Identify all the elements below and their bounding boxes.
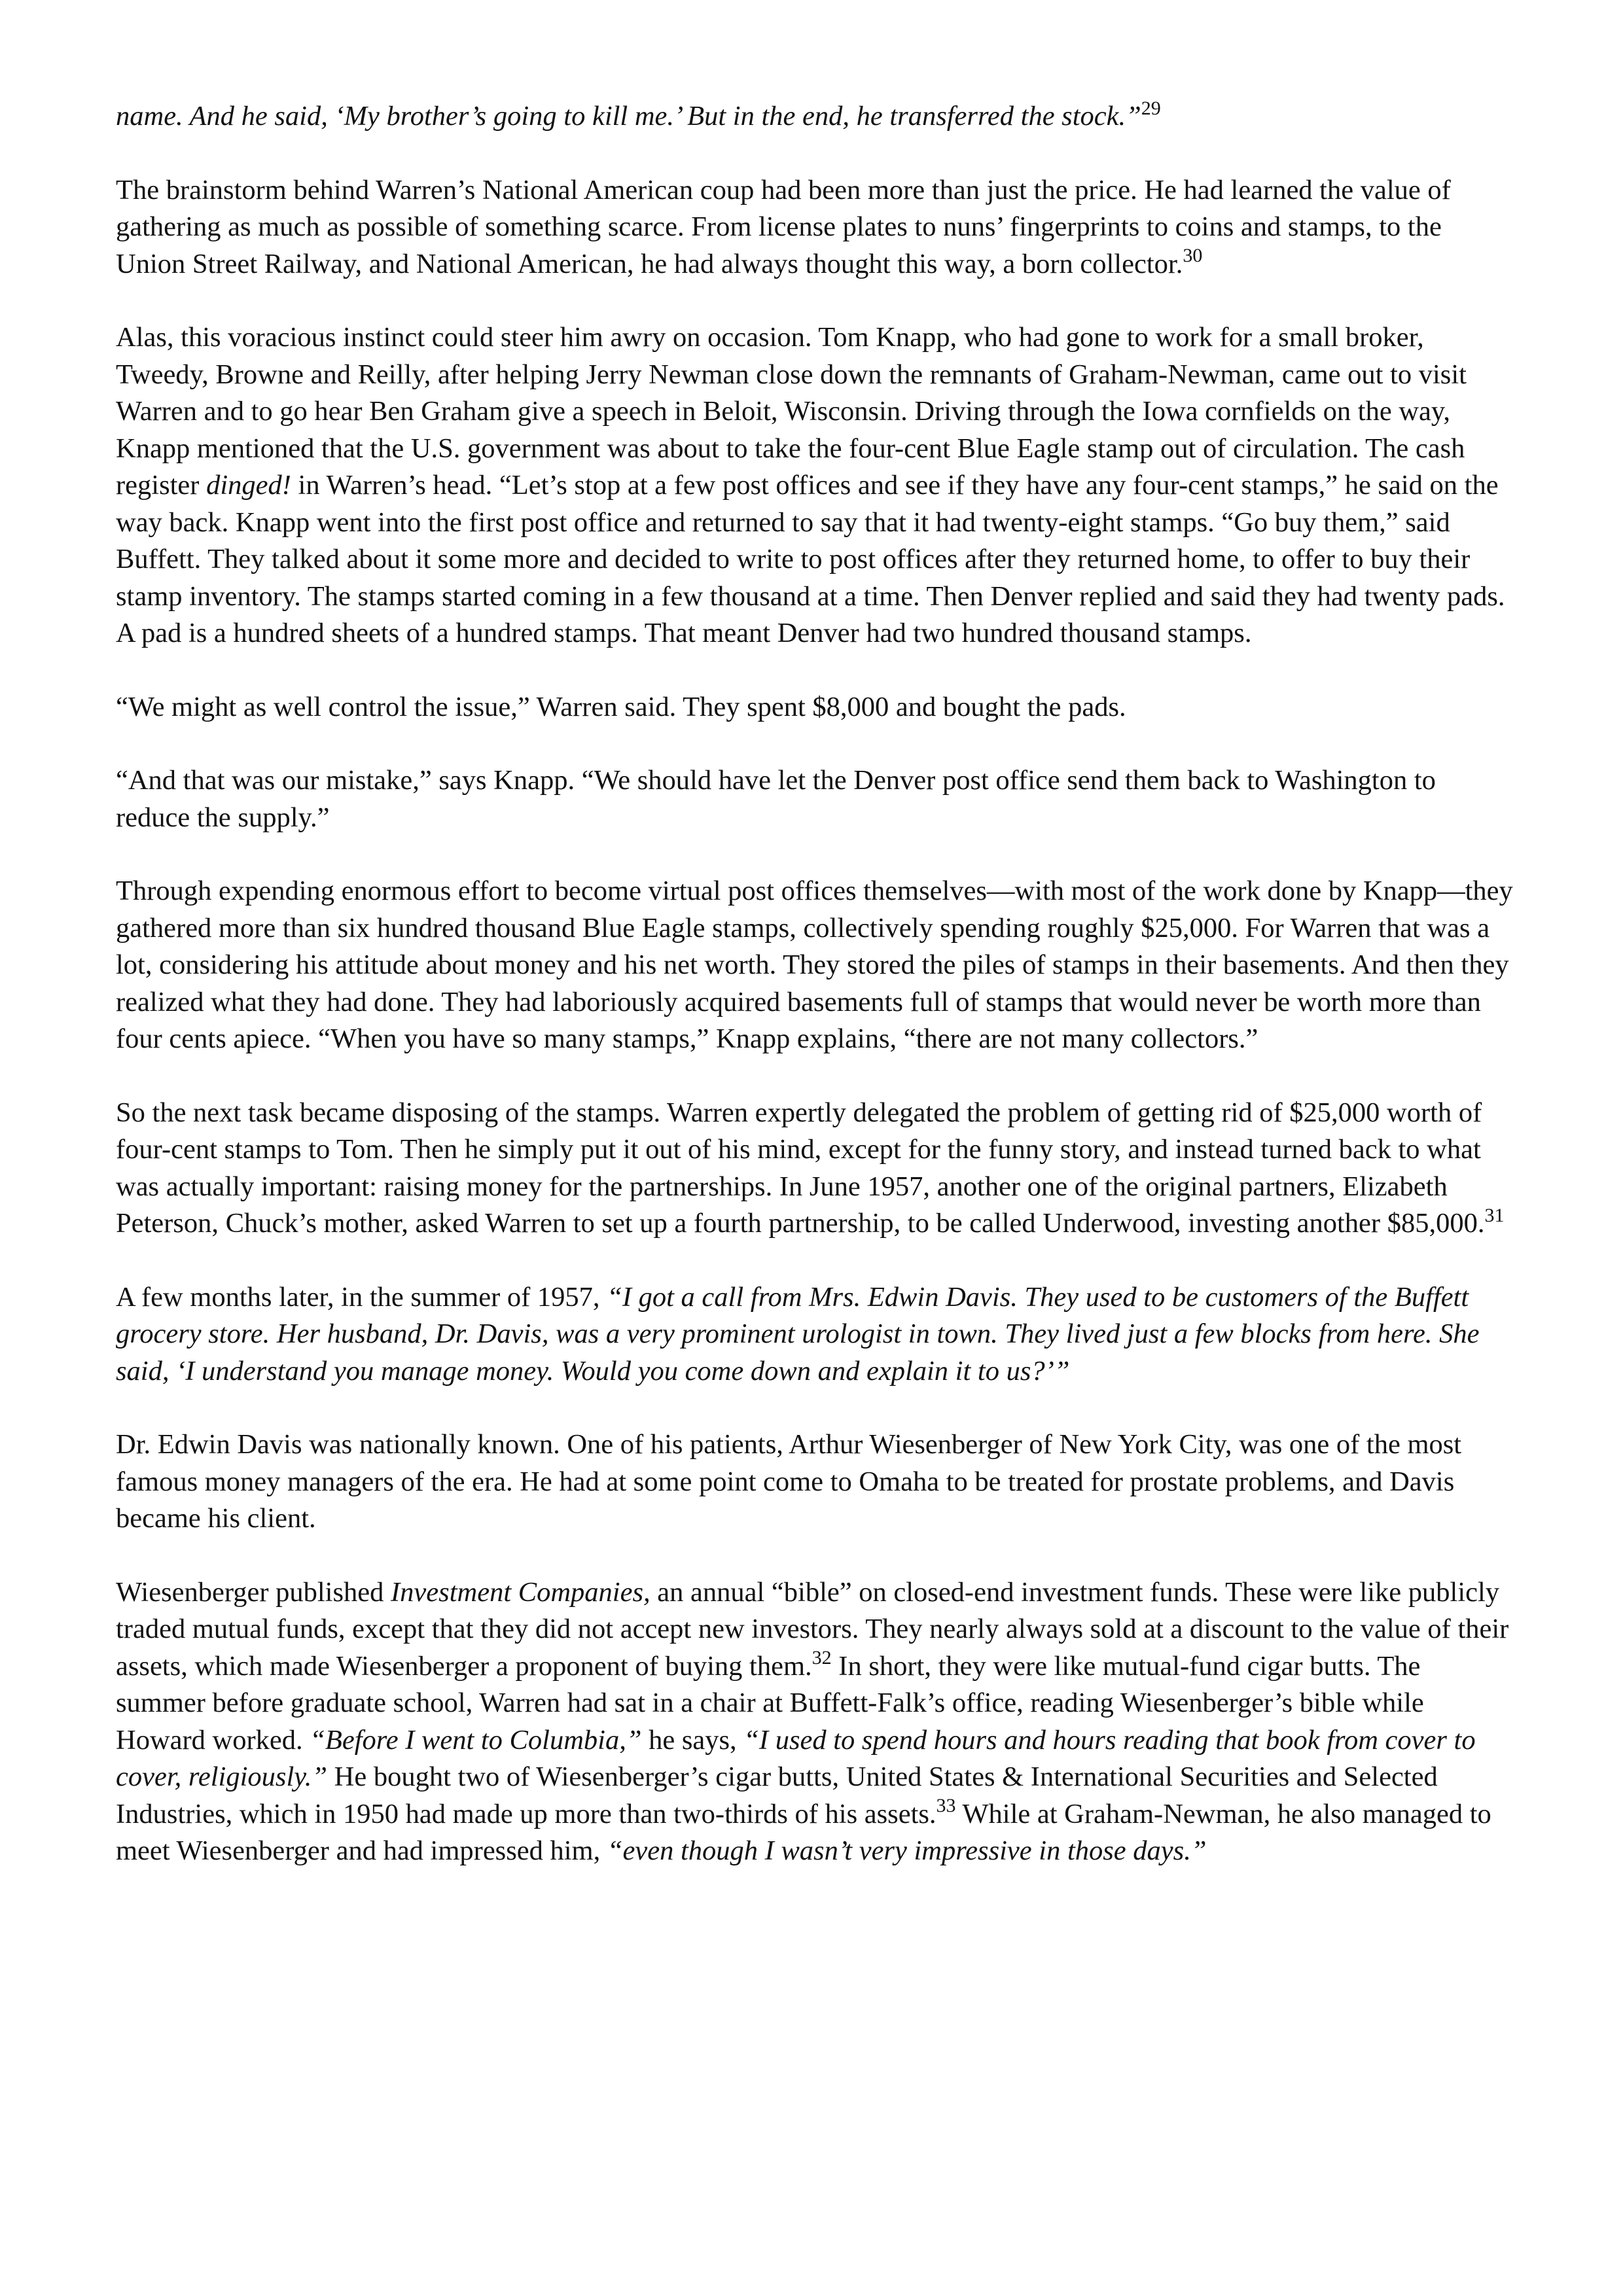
body-text: Alas, this voracious instinct could steer him awry on occasion. Tom Knapp, who had gone to work for a small broker, Tweedy, Browne and Reilly, after helping Jerry Newman close down the remnants of Graham-Newman, came out to visit Warren and to go hear Ben Graham give a speech in Beloit, Wisconsin. Driving through the Iowa cornfields on the way, Knapp mentioned that the U.S. government was about to take the four-cent Blue Eagle stamp out of circulation. The cash register: [116, 322, 1467, 501]
quote-text: “even though I wasn’t very impressive in those days.”: [607, 1835, 1207, 1866]
paragraph-10: [116, 1574, 1516, 1870]
paragraph-2: [116, 172, 1516, 283]
body-text: an annual “bible” on closed-end investment funds. These were like publicly traded mutual funds, except that they did not accept new investors. They nearly always sold at a discount to the value of their assets, which made Wiesenberger a proponent of buying them.: [116, 1576, 1509, 1682]
paragraph-4: [116, 689, 1516, 726]
body-text: “And that was our mistake,” says Knapp. “We should have let the Denver post office send them back to Washington to reduce the supply.”: [116, 765, 1436, 833]
body-text: So the next task became disposing of the stamps. Warren expertly delegated the problem of getting rid of $25,000 worth of four-cent stamps to Tom. Then he simply put it out of his mind, except for the funny story, and instead turned back to what was actually important: raising money for the partnerships. In June 1957, another one of the original partners, Elizabeth Peterson, Chuck’s mother, asked Warren to set up a fourth partnership, to be called Underwood, investing another $85,000.: [116, 1097, 1485, 1239]
footnote-marker: 30: [1183, 245, 1203, 266]
paragraph-5: [116, 762, 1516, 836]
footnote-marker: 29: [1141, 97, 1161, 119]
paragraph-6: [116, 873, 1516, 1058]
body-text: Wiesenberger published: [116, 1576, 391, 1608]
body-text: A few months later, in the summer of 1957,: [116, 1281, 607, 1313]
body-text: While at Graham-Newman, he also managed to meet Wiesenberger and had impressed him,: [116, 1798, 1491, 1866]
paragraph-1: [116, 98, 1516, 135]
paragraph-8: [116, 1279, 1516, 1390]
paragraph-7: [116, 1095, 1516, 1243]
body-text: The brainstorm behind Warren’s National American coup had been more than just the price. He had learned the value of gathering as much as possible of something scarce. From license plates to nuns’ fingerprints to coins and stamps, to the Union Street Railway, and National American, he had always thought this way, a born collector.: [116, 174, 1451, 279]
footnote-marker: 31: [1484, 1204, 1505, 1226]
quote-text: “I got a call from Mrs. Edwin Davis. They used to be customers of the Buffett grocery store. Her husband, Dr. Davis, was a very prominent urologist in town. They lived just a few blocks from here. She said, ‘I understand you manage money. Would you come down and explain it to us?’”: [116, 1281, 1480, 1386]
paragraph-9: [116, 1426, 1516, 1538]
book-title: Investment Companies,: [391, 1576, 651, 1608]
body-text: “We might as well control the issue,” Warren said. They spent $8,000 and bought the pads.: [116, 691, 1126, 722]
body-text: He bought two of Wiesenberger’s cigar butts, United States & International Securities and Selected Industries, which in 1950 had made up more than two-thirds of his assets.: [116, 1761, 1438, 1829]
footnote-marker: 33: [936, 1795, 956, 1816]
quote-text: “I used to spend hours and hours reading that book from cover to cover, religiously.”: [116, 1724, 1476, 1792]
footnote-marker: 32: [812, 1647, 832, 1669]
quote-text: name. And he said, ‘My brother’s going to kill me.’ But in the end, he transferred the stock.”: [116, 101, 1141, 132]
quote-text: “Before I went to Columbia,”: [310, 1724, 642, 1756]
body-text: Dr. Edwin Davis was nationally known. One of his patients, Arthur Wiesenberger of New York City, was one of the most famous money managers of the era. He had at some point come to Omaha to be treated for prostate problems, and Davis became his client.: [116, 1429, 1462, 1534]
emphasis-text: dinged!: [206, 470, 291, 501]
paragraph-3: [116, 319, 1516, 652]
document-page: [116, 98, 1516, 1907]
body-text: in Warren’s head. “Let’s stop at a few post offices and see if they have any four-cent stamps,” he said on the way back. Knapp went into the first post office and returned to say that it had twenty-eight stamps. “Go buy them,” said Buffett. They talked about it some more and decided to write to post offices after they returned home, to offer to buy their stamp inventory. The stamps started coming in a few thousand at a time. Then Denver replied and said they had twenty pads. A pad is a hundred sheets of a hundred stamps. That meant Denver had two hundred thousand stamps.: [116, 470, 1505, 648]
body-text: In short, they were like mutual-fund cigar butts. The summer before graduate school, Warren had sat in a chair at Buffett-Falk’s office, reading Wiesenberger’s bible while Howard worked.: [116, 1650, 1424, 1756]
body-text: Through expending enormous effort to become virtual post offices themselves—with most of the work done by Knapp—they gathered more than six hundred thousand Blue Eagle stamps, collectively spending roughly $25,000. For Warren that was a lot, considering his attitude about money and his net worth. They stored the piles of stamps in their basements. And then they realized what they had done. They had laboriously acquired basements full of stamps that would never be worth more than four cents apiece. “When you have so many stamps,” Knapp explains, “there are not many collectors.”: [116, 875, 1513, 1054]
body-text: he says,: [641, 1724, 744, 1756]
